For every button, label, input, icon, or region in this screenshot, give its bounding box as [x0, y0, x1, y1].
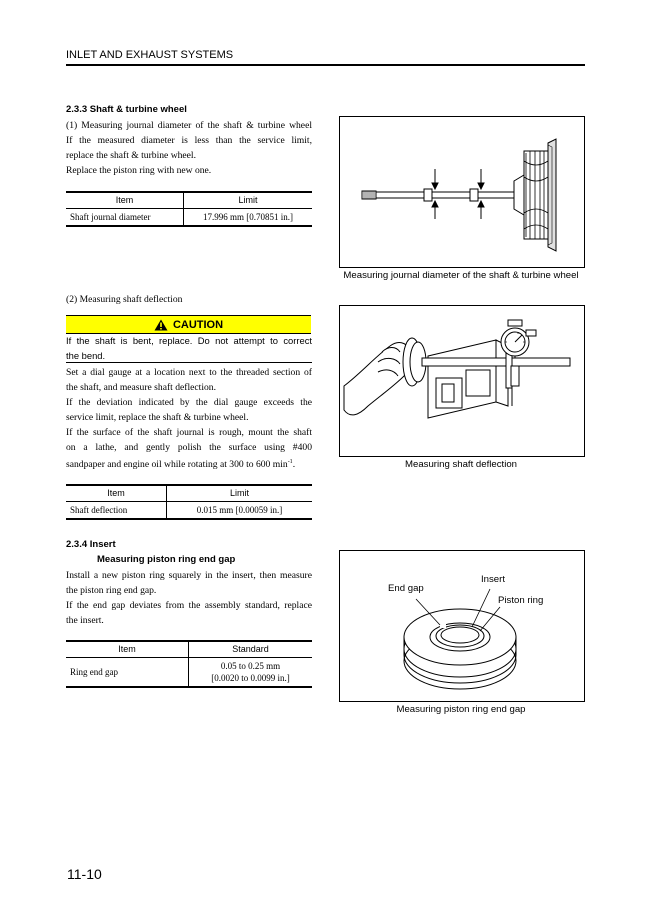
section-heading-2-3-4: 2.3.4 Insert	[66, 539, 116, 550]
header-rule	[66, 64, 585, 66]
section-2-3-3-text	[66, 118, 312, 178]
table-header: Item	[66, 641, 189, 657]
figure-2-caption: Measuring shaft deflection	[405, 459, 517, 470]
running-header: INLET AND EXHAUST SYSTEMS	[66, 49, 234, 61]
table-cell-line: [0.0020 to 0.0099 in.]	[211, 672, 290, 683]
text-line: If the deviation indicated by the dial gauge exceeds the	[66, 397, 312, 408]
table-cell	[189, 657, 313, 687]
figure-shaft-journal	[339, 116, 585, 268]
figure-shaft-deflection	[339, 305, 585, 457]
text-line: If the surface of the shaft journal is rough, mount the shaft	[66, 427, 312, 438]
table-cell: Shaft deflection	[66, 501, 167, 519]
table-cell: 17.996 mm [0.70851 in.]	[203, 211, 293, 222]
caution-text	[66, 333, 312, 363]
table-header: Standard	[232, 644, 269, 655]
text-line: service limit, replace the shaft & turbine wheel.	[66, 412, 249, 423]
section-subheading: Measuring piston ring end gap	[97, 554, 236, 565]
text-line: the bend.	[66, 350, 106, 361]
table-header: Limit	[238, 195, 258, 206]
dial-gauge-illustration	[340, 306, 584, 456]
table-header: Item	[66, 485, 167, 501]
figure-1-caption: Measuring journal diameter of the shaft & turbine wheel	[343, 270, 579, 281]
ring-end-gap-table	[66, 640, 312, 688]
text-line: the insert.	[66, 615, 104, 626]
label-piston-ring: Piston ring	[498, 595, 544, 606]
text-line: If the shaft is bent, replace. Do not attempt to correct	[66, 335, 312, 346]
shaft-deflection-table	[66, 484, 312, 520]
page-number: 11-10	[67, 866, 102, 882]
text-line: If the end gap deviates from the assembly standard, replace	[66, 600, 312, 611]
caution-label: CAUTION	[172, 318, 224, 331]
table-cell: Ring end gap	[66, 657, 189, 687]
text-line: on a lathe, and gently polish the surface using #400	[66, 442, 312, 453]
table-cell-line: 0.05 to 0.25 mm	[220, 660, 281, 671]
caution-divider	[66, 362, 312, 363]
table-cell: 0.015 mm [0.00059 in.]	[196, 504, 283, 515]
deflection-text	[66, 365, 312, 472]
section-heading-2-3-3: 2.3.3 Shaft & turbine wheel	[66, 104, 187, 115]
table-header: Limit	[229, 488, 249, 499]
label-end-gap: End gap	[388, 583, 424, 594]
deflection-heading: (2) Measuring shaft deflection	[66, 294, 183, 305]
table-cell: Shaft journal diameter	[66, 208, 184, 226]
text-line: replace the shaft & turbine wheel.	[66, 150, 196, 161]
shaft-journal-table	[66, 191, 312, 227]
table-header: Item	[66, 192, 184, 208]
text-line: the piston ring end gap.	[66, 585, 157, 596]
text-line: (1) Measuring journal diameter of the shaft & turbine wheel	[66, 120, 312, 131]
text-line: sandpaper and engine oil while rotating at 300 to 600 $\min^{-1}$.	[66, 459, 296, 471]
text-line: Replace the piston ring with new one.	[66, 165, 212, 176]
section-2-3-4-text	[66, 568, 312, 628]
shaft-turbine-illustration	[340, 117, 584, 267]
text-line: the shaft, and measure shaft deflection.	[66, 382, 216, 393]
text-line: If the measured diameter is less than the service limit,	[66, 135, 312, 146]
warning-triangle-icon	[154, 319, 168, 331]
figure-3-caption: Measuring piston ring end gap	[396, 704, 526, 715]
text-line: Install a new piston ring squarely in the insert, then measure	[66, 570, 312, 581]
caution-banner	[66, 315, 311, 334]
label-insert: Insert	[481, 574, 505, 585]
insert-ring-illustration	[340, 551, 584, 701]
text-line: Set a dial gauge at a location next to the threaded section of	[66, 367, 312, 378]
figure-piston-ring	[339, 550, 585, 702]
